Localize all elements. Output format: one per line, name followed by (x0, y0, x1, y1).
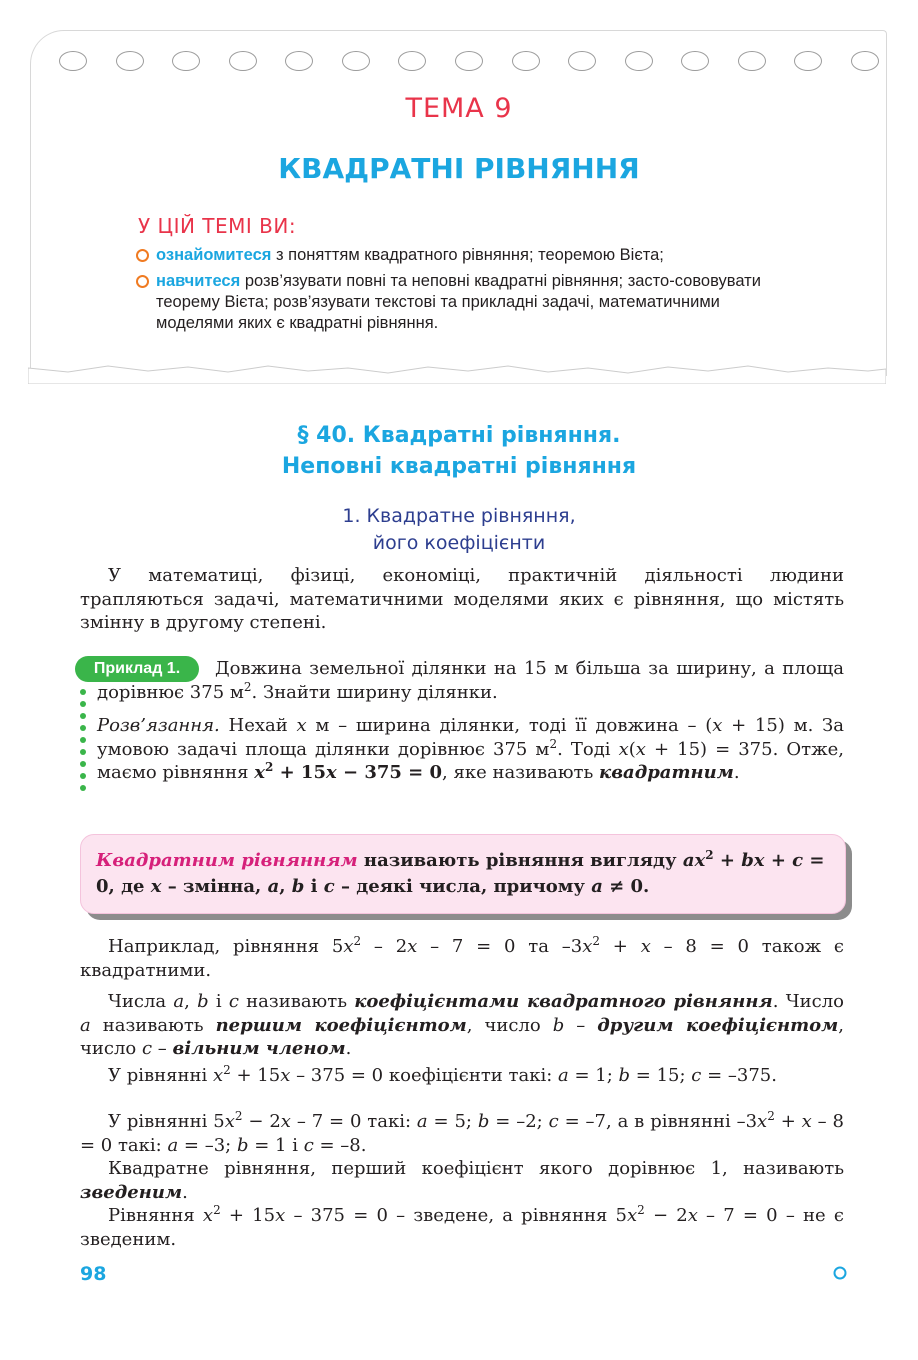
paragraph-reduced-definition: Квадратне рівняння, перший коефіцієнт якого дорівнює 1, називають зведеним. (80, 1158, 844, 1203)
hole-icon (172, 51, 200, 71)
topic-label: ТЕМА 9 (405, 93, 513, 124)
page-number: 98 (80, 1263, 107, 1285)
dot-icon (80, 713, 86, 719)
topic-goals-list (136, 245, 776, 339)
hole-icon (512, 51, 540, 71)
section-title-line1: § 40. Квадратні рівняння. (297, 423, 621, 448)
example-badge: Приклад 1. (75, 656, 199, 682)
example-problem: Довжина земельної ділянки на 15 м більша за ширину, а площа дорівнює 375 $м^2$. Знайти ширину ділянки. (97, 658, 844, 703)
example-solution: Розв’язання. Нехай x м – ширина ділянки, тоді її довжина – (x + 15) м. За умовою задачі площа ділянки дорівнює 375 $м^2$. Тоді x(x + 15) = 375. Отже, маємо рівняння $x^2 + 15x - 375 = 0$, яке називають квадратним. (97, 715, 844, 783)
paragraph-coefficients: Числа a, b і c називають коефіцієнтами квадратного рівняння. Число a називають першим коефіцієнтом, число b – другим коефіцієнтом, число c – вільним членом. (80, 991, 845, 1059)
goal-item (136, 245, 776, 266)
subsection-title-line2: його коефіцієнти (372, 532, 546, 554)
notebook-holes (59, 51, 879, 71)
dot-icon (80, 737, 86, 743)
goal-item (136, 271, 776, 334)
dot-icon (80, 689, 86, 695)
hole-icon (851, 51, 879, 71)
goal-text: розв’язувати повні та неповні квадратні рівняння; засто-сововувати теорему Вієта; розв’язувати текстові та прикладні задачі, математичними моделями яких є квадратні рівняння. (156, 272, 761, 332)
footer-circle-icon (835, 1268, 846, 1279)
section-title (0, 420, 918, 482)
paragraph-example-equations: Наприклад, рівняння $5x^2 - 2x - 7 = 0$ та $-3x^2 + x - 8 = 0$ також є квадратними. (80, 934, 844, 981)
section-title-line2: Неповні квадратні рівняння (281, 454, 637, 479)
goal-keyword: навчитеся (156, 272, 241, 290)
torn-edge (28, 360, 886, 384)
hole-icon (59, 51, 87, 71)
solution-term: квадратним (599, 762, 734, 783)
circle-bullet-icon (136, 275, 149, 288)
definition-term: Квадратним рівнянням (96, 850, 358, 871)
hole-icon (568, 51, 596, 71)
paragraph-reduced-example: Рівняння $x^2 + 15x - 375 = 0$ – зведене, а рівняння $5x^2 - 2x - 7 = 0$ – не є зведеним. (80, 1203, 844, 1250)
goal-keyword: ознайомитеся (156, 246, 272, 264)
hole-icon (229, 51, 257, 71)
hole-icon (794, 51, 822, 71)
solution-label: Розв’язання. (97, 715, 220, 736)
subsection-title (0, 503, 918, 557)
circle-bullet-icon (136, 249, 149, 262)
hole-icon (398, 51, 426, 71)
dot-icon (80, 785, 86, 791)
paragraph-coefficients-example2: У рівнянні $5x^2 - 2x - 7 = 0$ такі: a = 5; b = –2; c = –7, а в рівнянні $-3x^2 + x - 8 = 0$ такі: a = –3; b = 1 і c = –8. (80, 1109, 845, 1156)
hole-icon (455, 51, 483, 71)
subsection-title-line1: 1. Квадратне рівняння, (342, 505, 576, 527)
footer-line (160, 1266, 852, 1280)
dot-icon (80, 701, 86, 707)
topic-title: КВАДРАТНІ РІВНЯННЯ (278, 152, 640, 185)
dot-icon (80, 749, 86, 755)
topic-intro-heading: У ЦІЙ ТЕМІ ВИ: (138, 214, 297, 238)
dot-icon (80, 761, 86, 767)
hole-icon (116, 51, 144, 71)
hole-icon (342, 51, 370, 71)
hole-icon (681, 51, 709, 71)
definition-text: Квадратним рівнянням називають рівняння вигляду $ax^2$ + bx + c = 0, де x – змінна, a, b і c – деякі числа, причому a ≠ 0. (96, 848, 825, 897)
dot-icon (80, 773, 86, 779)
hole-icon (738, 51, 766, 71)
example-dots-decoration (80, 689, 88, 797)
dot-icon (80, 725, 86, 731)
intro-paragraph: У математиці, фізиці, економіці, практичній діяльності людини трапляються задачі, математичними моделями яких є рівняння, що містять змінну в другому степені. (80, 565, 844, 633)
goal-text: з поняттям квадратного рівняння; теоремою Вієта; (271, 246, 664, 264)
hole-icon (285, 51, 313, 71)
paragraph-coefficients-example1: У рівнянні $x^2 + 15x - 375 = 0$ коефіцієнти такі: a = 1; b = 15; c = –375. (108, 1063, 777, 1086)
hole-icon (625, 51, 653, 71)
